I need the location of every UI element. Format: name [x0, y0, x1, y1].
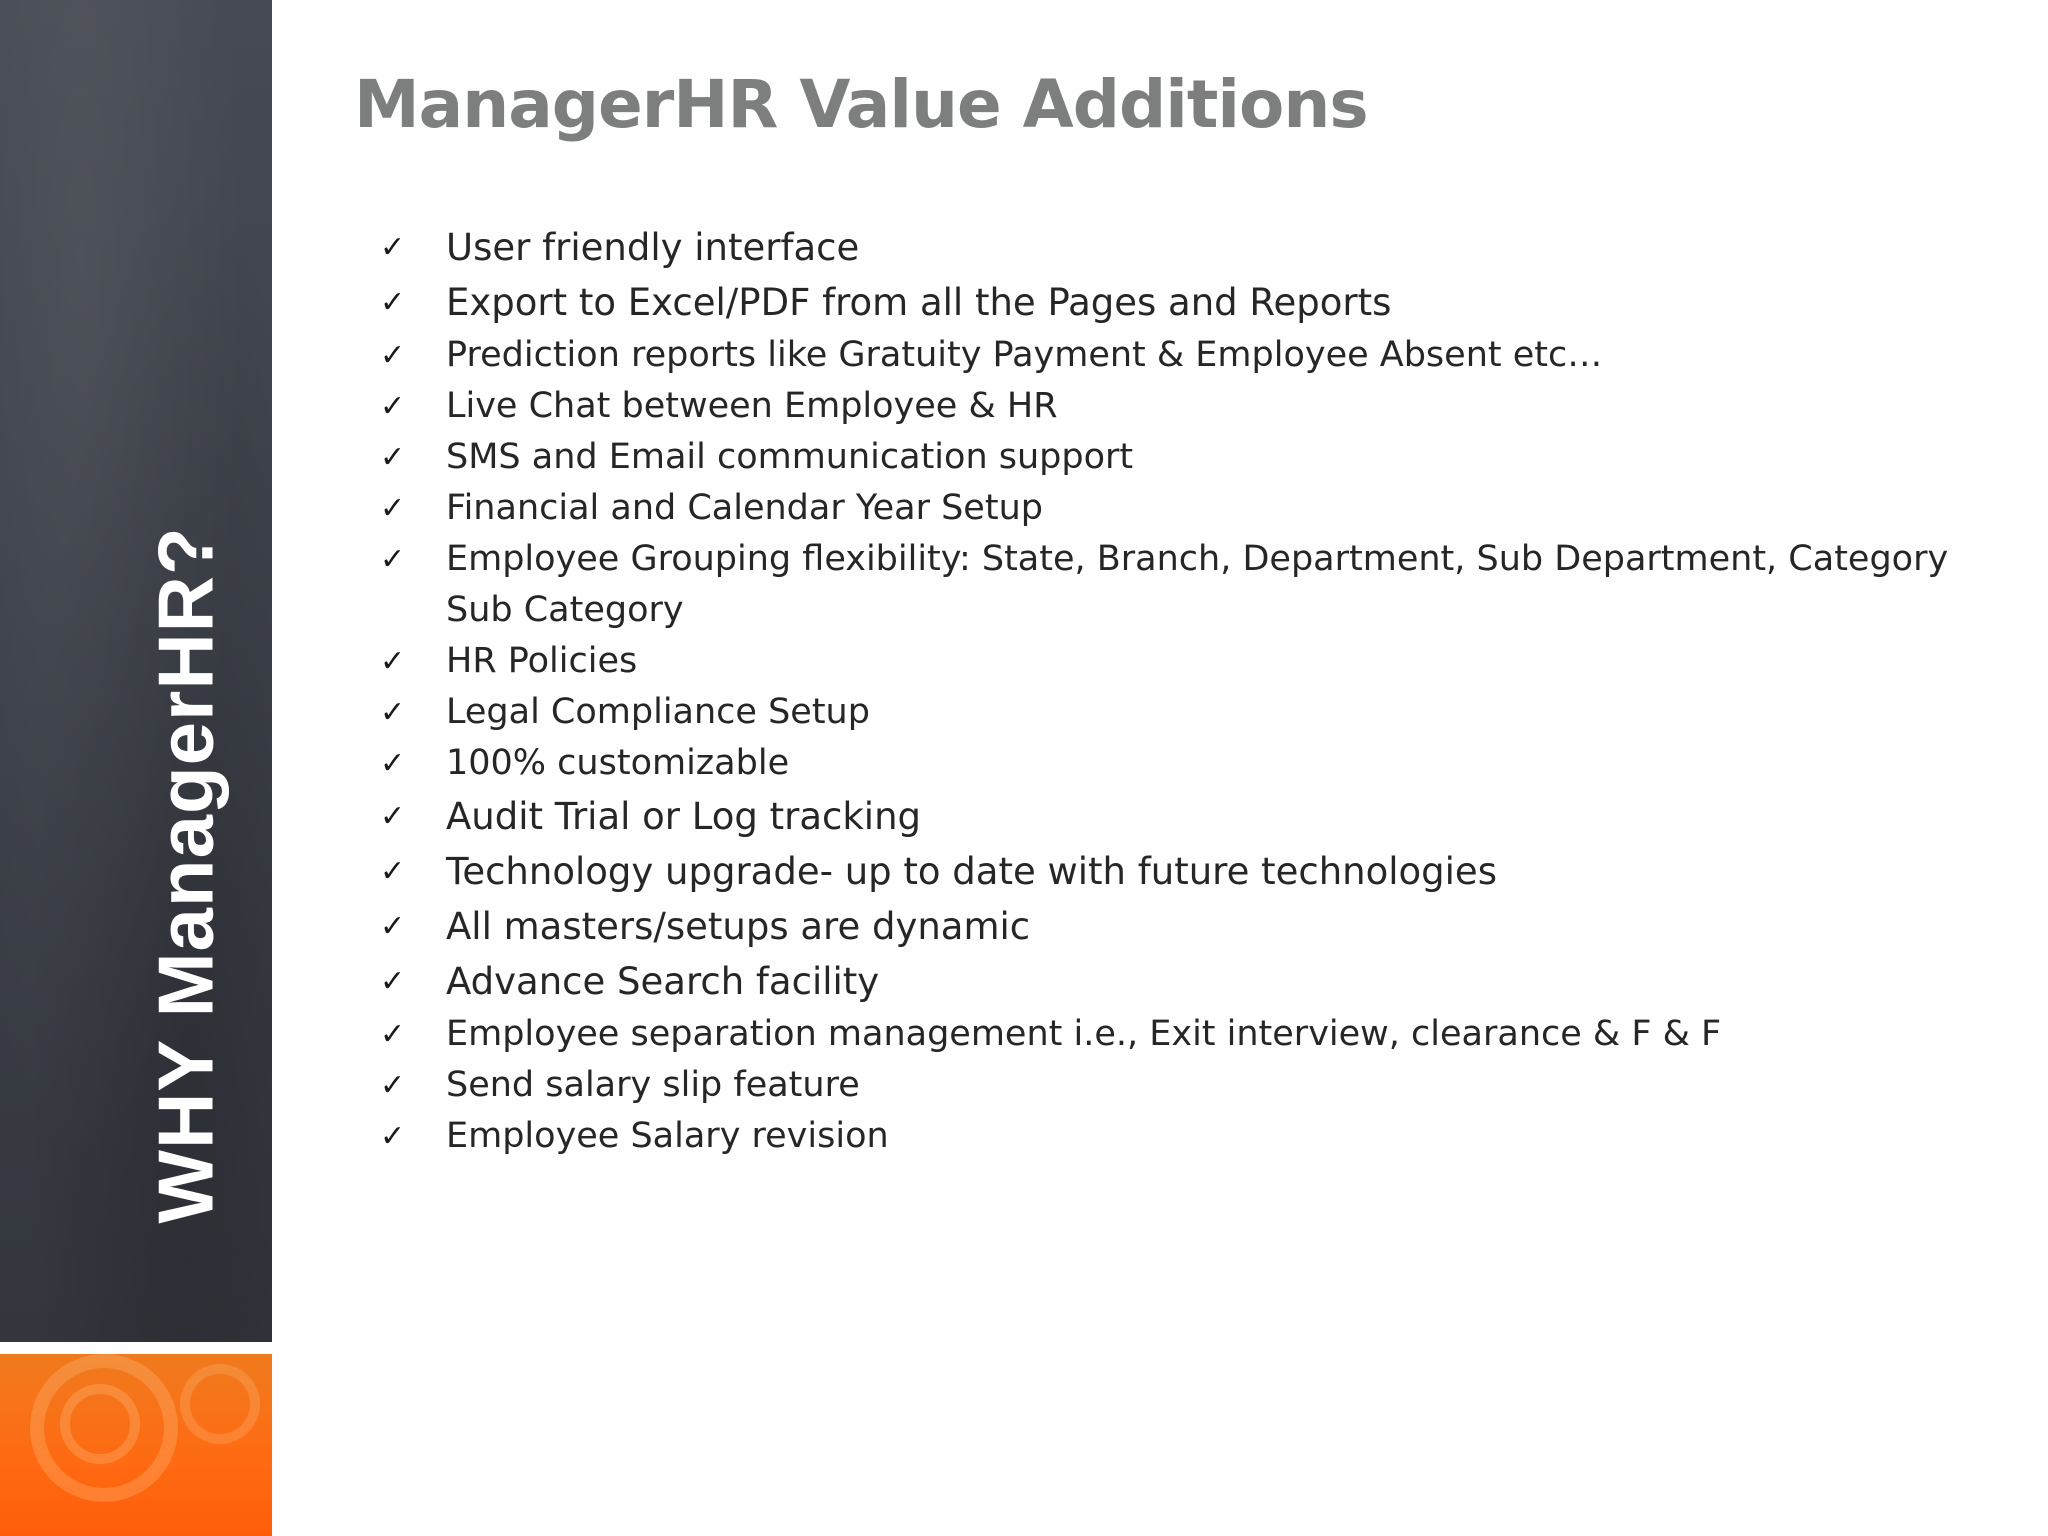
check-icon: ✓ — [380, 285, 406, 320]
decorative-ring — [180, 1364, 260, 1444]
feature-text: SMS and Email communication support — [446, 437, 1134, 477]
feature-text: Advance Search facility — [446, 960, 880, 1003]
feature-item — [380, 381, 2010, 432]
feature-item — [380, 1060, 2010, 1111]
feature-text: Employee Grouping flexibility: State, Branch, Department, Sub Department, Category Sub Category — [446, 539, 1949, 630]
feature-text: Employee Salary revision — [446, 1116, 889, 1156]
sidebar-label: WHY ManagerHR? — [141, 526, 230, 1224]
feature-item — [380, 1009, 2010, 1060]
feature-text: Send salary slip feature — [446, 1065, 860, 1105]
check-icon: ✓ — [380, 338, 406, 373]
check-icon: ✓ — [380, 746, 406, 781]
feature-text: Export to Excel/PDF from all the Pages and Reports — [446, 281, 1392, 324]
sidebar-panel — [0, 0, 272, 1342]
feature-item — [380, 954, 2010, 1009]
decorative-ring — [60, 1384, 140, 1464]
feature-text: HR Policies — [446, 641, 638, 681]
slide-title: ManagerHR Value Additions — [354, 66, 1368, 143]
feature-item — [380, 687, 2010, 738]
feature-text: User friendly interface — [446, 226, 860, 269]
feature-item — [380, 330, 2010, 381]
feature-text: Audit Trial or Log tracking — [446, 795, 922, 838]
check-icon: ✓ — [380, 491, 406, 526]
check-icon: ✓ — [380, 799, 406, 834]
check-icon: ✓ — [380, 909, 406, 944]
check-icon: ✓ — [380, 230, 406, 265]
feature-text: All masters/setups are dynamic — [446, 905, 1031, 948]
feature-item — [380, 738, 2010, 789]
feature-item — [380, 483, 2010, 534]
check-icon: ✓ — [380, 542, 406, 577]
feature-item — [380, 220, 2010, 275]
feature-text: Employee separation management i.e., Exit interview, clearance & F & F — [446, 1014, 1722, 1054]
check-icon: ✓ — [380, 695, 406, 730]
feature-text: Prediction reports like Gratuity Payment & Employee Absent etc… — [446, 335, 1603, 375]
check-icon: ✓ — [380, 1068, 406, 1103]
feature-item — [380, 844, 2010, 899]
check-icon: ✓ — [380, 644, 406, 679]
check-icon: ✓ — [380, 440, 406, 475]
feature-item — [380, 275, 2010, 330]
feature-item — [380, 534, 2010, 636]
feature-text: 100% customizable — [446, 743, 790, 783]
feature-item — [380, 432, 2010, 483]
feature-text: Legal Compliance Setup — [446, 692, 870, 732]
sidebar-divider — [0, 1342, 272, 1354]
feature-text: Financial and Calendar Year Setup — [446, 488, 1043, 528]
check-icon: ✓ — [380, 1017, 406, 1052]
check-icon: ✓ — [380, 964, 406, 999]
check-icon: ✓ — [380, 1119, 406, 1154]
feature-item — [380, 636, 2010, 687]
feature-item — [380, 899, 2010, 954]
feature-text: Live Chat between Employee & HR — [446, 386, 1058, 426]
feature-item — [380, 1111, 2010, 1162]
feature-list — [380, 220, 2010, 1162]
check-icon: ✓ — [380, 854, 406, 889]
orange-accent-block — [0, 1354, 272, 1536]
check-icon: ✓ — [380, 389, 406, 424]
feature-text: Technology upgrade- up to date with future technologies — [446, 850, 1497, 893]
feature-item — [380, 789, 2010, 844]
